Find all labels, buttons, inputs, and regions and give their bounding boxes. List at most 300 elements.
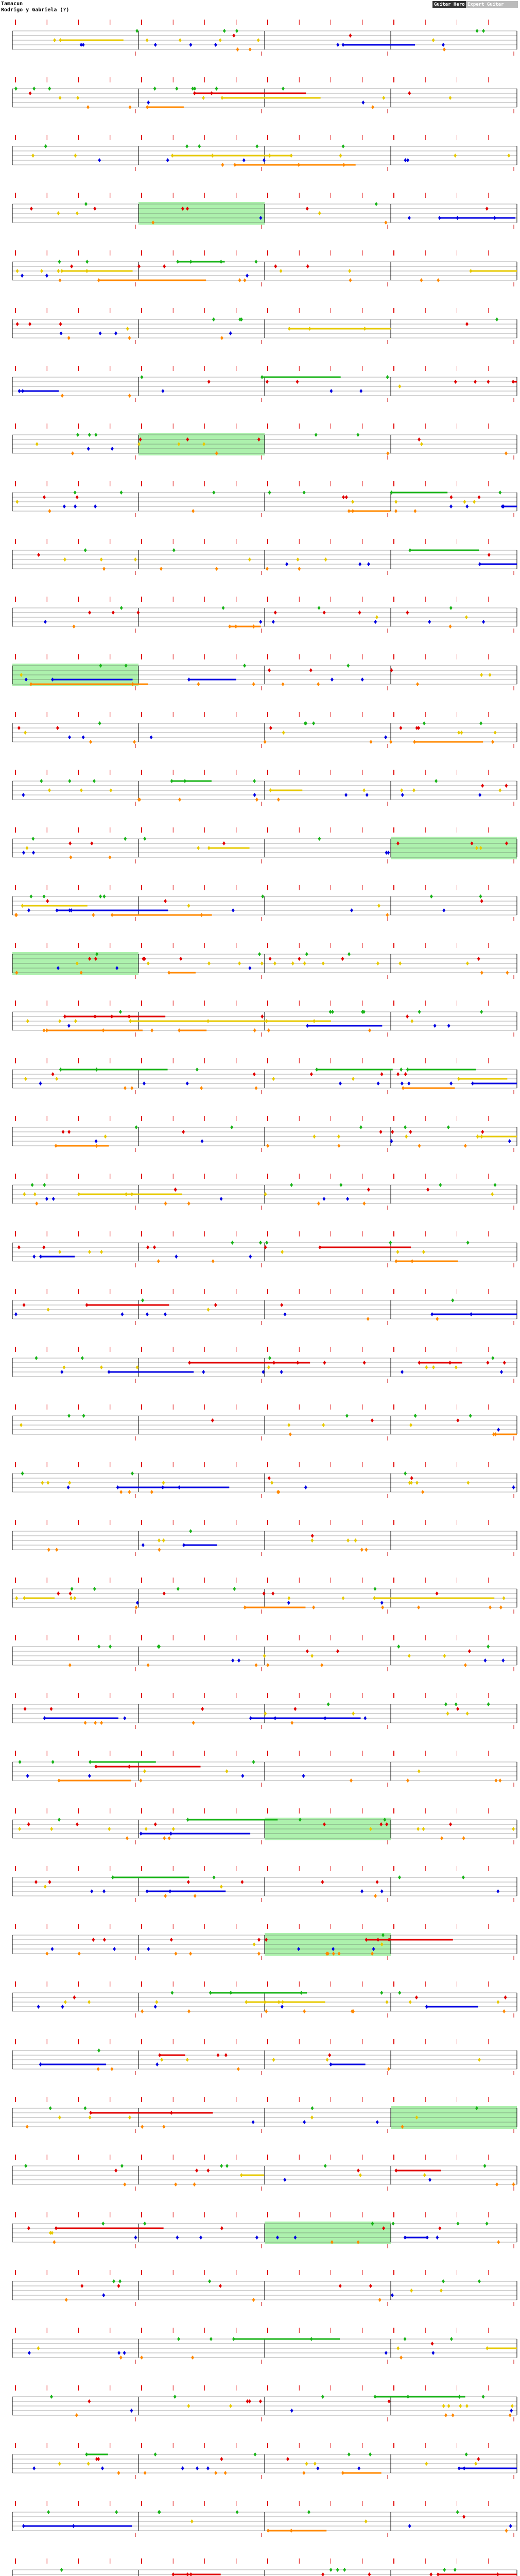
note-gem — [18, 1245, 21, 1249]
note-gem — [436, 2235, 439, 2240]
note-gem — [74, 1019, 77, 1023]
note-gem — [404, 1072, 407, 1076]
note-gem — [97, 2457, 100, 2461]
note-gem — [170, 2111, 173, 2115]
note-gem — [63, 504, 66, 509]
sustain-tail — [99, 280, 206, 281]
note-gem — [387, 851, 390, 855]
note-gem — [215, 567, 218, 571]
note-gem — [415, 726, 419, 730]
note-gem — [282, 87, 285, 91]
sustain-tail — [169, 972, 196, 974]
note-gem — [85, 260, 89, 264]
sustain-tail — [320, 1247, 411, 1248]
note-gem — [425, 2462, 428, 2466]
note-gem — [438, 2226, 441, 2230]
note-gem — [389, 1241, 392, 1245]
note-gem — [35, 1201, 38, 1206]
note-gem — [147, 100, 150, 105]
sustain-tail — [86, 2454, 108, 2455]
note-gem — [182, 1543, 185, 1547]
note-gem — [102, 1889, 106, 1893]
note-gem — [240, 2173, 243, 2177]
note-gem — [498, 1778, 501, 1783]
sustain-tail — [113, 1877, 189, 1878]
note-gem — [322, 1423, 325, 1427]
note-gem — [310, 1538, 314, 1543]
note-gem — [253, 793, 256, 797]
note-gem — [172, 548, 176, 552]
note-gem — [94, 1721, 97, 1725]
sustain-tail — [31, 684, 148, 685]
note-gem — [361, 677, 364, 682]
sustain-tail — [230, 626, 261, 628]
note-gem — [329, 2062, 332, 2066]
note-gem — [85, 2452, 88, 2456]
note-gem — [486, 2346, 489, 2350]
note-gem — [170, 779, 174, 783]
note-gem — [158, 2053, 161, 2057]
note-gem — [455, 1365, 458, 1369]
note-gem — [357, 2466, 360, 2470]
note-gem — [280, 1303, 283, 1307]
note-gem — [378, 2298, 382, 2302]
note-gem — [252, 2298, 255, 2302]
note-gem — [360, 1889, 363, 1893]
note-gem — [75, 2413, 78, 2417]
note-gem — [367, 1317, 370, 1321]
note-gem — [111, 1875, 114, 1879]
note-gem — [25, 846, 28, 850]
note-gem — [56, 908, 59, 912]
note-gem — [92, 1938, 95, 1942]
note-gem — [161, 389, 164, 393]
note-gem — [462, 1875, 465, 1879]
note-gem — [70, 264, 73, 268]
note-gem — [220, 1197, 223, 1201]
sustain-tail — [480, 564, 517, 565]
note-gem — [509, 2524, 512, 2528]
note-gem — [53, 38, 56, 42]
note-gem — [52, 1197, 55, 1201]
note-gem — [265, 1019, 268, 1023]
note-gem — [102, 894, 106, 899]
note-gem — [381, 1605, 384, 1609]
note-gem — [94, 504, 97, 509]
note-gem — [502, 1596, 506, 1600]
note-gem — [346, 1538, 350, 1543]
note-gem — [317, 682, 320, 686]
note-gem — [438, 216, 441, 220]
note-gem — [220, 2164, 223, 2168]
note-gem — [88, 1250, 91, 1254]
note-gem — [412, 788, 415, 792]
note-gem — [97, 278, 100, 282]
note-gem — [271, 1591, 274, 1596]
note-gem — [388, 2399, 391, 2403]
sustain-tail — [112, 914, 212, 916]
note-gem — [464, 1663, 467, 1667]
note-gem — [376, 961, 379, 965]
note-gem — [362, 788, 366, 792]
note-gem — [341, 2471, 344, 2475]
note-gem — [178, 1028, 181, 1032]
note-gem — [85, 269, 89, 273]
note-gem — [68, 779, 71, 783]
note-gem — [141, 1298, 144, 1302]
note-gem — [495, 2182, 498, 2187]
note-gem — [192, 1721, 195, 1725]
note-gem — [93, 1587, 96, 1591]
note-gem — [401, 1370, 404, 1374]
note-gem — [27, 2226, 30, 2230]
note-gem — [68, 735, 71, 739]
sustain-tail — [487, 2348, 517, 2349]
note-gem — [482, 29, 485, 33]
note-gem — [369, 2284, 372, 2288]
note-gem — [328, 2053, 331, 2057]
note-gem — [464, 1144, 467, 1148]
note-gem — [253, 1942, 256, 1946]
note-gem — [178, 798, 181, 802]
note-gem — [415, 1995, 418, 1999]
note-gem — [48, 509, 51, 513]
note-gem — [233, 1587, 236, 1591]
note-gem — [422, 1827, 425, 1831]
note-gem — [491, 1192, 494, 1196]
note-gem — [291, 961, 294, 965]
note-gem — [449, 606, 453, 610]
note-gem — [33, 1192, 37, 1196]
note-gem — [30, 207, 33, 211]
note-gem — [404, 1125, 407, 1129]
note-gem — [172, 1827, 175, 1831]
sustain-tail — [495, 1434, 517, 1435]
mode-sub-label: Expert Guitar — [466, 1, 518, 8]
note-gem — [255, 2235, 258, 2240]
note-gem — [303, 2009, 306, 2013]
sustain-tail — [209, 848, 250, 849]
note-gem — [102, 2293, 105, 2297]
sustain-tail — [222, 97, 320, 99]
note-gem — [458, 2466, 461, 2470]
sustain-tail — [235, 164, 356, 166]
note-gem — [423, 721, 426, 725]
note-gem — [401, 1081, 404, 1086]
note-gem — [312, 721, 315, 725]
note-gem — [503, 1361, 506, 1365]
note-gem — [261, 894, 264, 899]
note-gem — [321, 2395, 324, 2399]
note-gem — [43, 495, 46, 499]
note-gem — [80, 43, 83, 47]
note-gem — [396, 1072, 400, 1076]
note-gem — [326, 2058, 329, 2062]
sustain-tail — [45, 1718, 118, 1719]
note-gem — [32, 2466, 36, 2470]
sustain-tail — [184, 1545, 217, 1546]
note-gem — [246, 274, 249, 278]
note-gem — [174, 1952, 177, 1956]
note-gem — [164, 1312, 167, 1316]
note-gem — [434, 1024, 437, 1028]
note-gem — [125, 1192, 128, 1196]
note-gem — [83, 2106, 86, 2110]
note-gem — [74, 490, 77, 495]
note-gem — [70, 1596, 73, 1600]
note-gem — [302, 2471, 305, 2475]
note-gem — [480, 673, 483, 677]
note-gem — [112, 611, 115, 615]
note-gem — [398, 1875, 401, 1879]
note-gem — [447, 1024, 450, 1028]
note-gem — [259, 2399, 262, 2403]
note-gem — [117, 2351, 120, 2355]
note-gem — [170, 1991, 174, 1995]
note-gem — [248, 2399, 251, 2403]
note-gem — [220, 336, 223, 340]
note-gem — [384, 221, 387, 225]
note-gem — [405, 1134, 408, 1139]
sustain-tail — [251, 1718, 361, 1719]
note-gem — [207, 846, 211, 850]
note-gem — [192, 509, 195, 513]
note-gem — [14, 913, 18, 917]
note-gem — [211, 154, 214, 158]
note-gem — [235, 29, 238, 33]
note-gem — [414, 1414, 417, 1418]
note-gem — [195, 2168, 198, 2173]
note-gem — [94, 1765, 97, 1769]
song-artist: Rodrigo y Gabriela (?) — [1, 7, 70, 13]
note-gem — [494, 1183, 497, 1187]
note-gem — [359, 1125, 362, 1129]
note-gem — [399, 726, 402, 730]
note-gem — [21, 274, 24, 278]
note-gem — [67, 336, 71, 340]
note-gem — [191, 2355, 194, 2360]
note-gem — [480, 971, 483, 975]
note-gem — [108, 1827, 111, 1831]
note-gem — [89, 2111, 92, 2115]
note-gem — [305, 2462, 308, 2466]
sustain-tail — [41, 1256, 75, 1258]
note-gem — [76, 211, 79, 215]
note-gem — [313, 1134, 316, 1139]
note-gem — [168, 1836, 171, 1840]
note-gem — [380, 1601, 384, 1605]
note-gem — [37, 2005, 40, 2009]
note-gem — [343, 2568, 346, 2572]
note-gem — [87, 2462, 90, 2466]
note-gem — [58, 2462, 61, 2466]
note-gem — [141, 2009, 144, 2013]
note-gem — [303, 2120, 306, 2124]
note-gem — [202, 96, 205, 100]
note-gem — [440, 2289, 443, 2293]
note-gem — [74, 504, 77, 509]
note-gem — [252, 2120, 255, 2124]
sustain-tail — [414, 741, 483, 743]
note-gem — [443, 1654, 446, 1658]
note-gem — [24, 1707, 27, 1711]
note-gem — [352, 1077, 355, 1081]
note-gem — [124, 837, 127, 841]
note-gem — [67, 1414, 71, 1418]
sustain-tail — [245, 1607, 306, 1608]
note-gem — [330, 2568, 333, 2572]
note-gem — [320, 1663, 323, 1667]
note-gem — [130, 1192, 133, 1196]
note-gem — [230, 1125, 233, 1129]
note-gem — [309, 668, 313, 672]
note-gem — [146, 38, 149, 42]
note-gem — [228, 624, 231, 629]
sustain-tail — [65, 1016, 165, 1018]
note-gem — [421, 1490, 424, 1494]
note-gem — [42, 894, 45, 899]
note-gem — [418, 1010, 421, 1014]
note-gem — [369, 2452, 372, 2456]
note-gem — [42, 1028, 45, 1032]
note-gem — [44, 144, 47, 148]
sustain-tail — [173, 2574, 220, 2575]
note-gem — [222, 606, 225, 610]
note-gem — [167, 971, 170, 975]
note-gem — [236, 2510, 239, 2514]
sustain-tail — [419, 1362, 462, 1364]
note-gem — [394, 1259, 397, 1263]
note-gem — [253, 2452, 256, 2456]
note-gem — [428, 2178, 431, 2182]
note-gem — [290, 154, 293, 158]
note-gem — [196, 1067, 199, 1072]
sustain-tail — [59, 1780, 131, 1782]
note-gem — [231, 1658, 234, 1663]
note-gem — [249, 47, 252, 52]
note-gem — [249, 1716, 252, 1720]
note-gem — [380, 1889, 384, 1893]
note-gem — [504, 1995, 507, 1999]
note-gem — [499, 1605, 502, 1609]
note-gem — [14, 87, 18, 91]
note-gem — [288, 327, 291, 331]
note-gem — [463, 500, 466, 504]
note-gem — [155, 2062, 159, 2066]
note-gem — [374, 1894, 377, 1898]
note-gem — [80, 2284, 83, 2288]
note-gem — [23, 1192, 26, 1196]
note-gem — [98, 158, 101, 162]
note-gem — [207, 380, 211, 384]
note-gem — [193, 91, 196, 95]
note-gem — [379, 1130, 383, 1134]
note-gem — [18, 389, 21, 393]
note-gem — [193, 2182, 196, 2187]
note-gem — [229, 331, 232, 335]
note-gem — [28, 2351, 31, 2355]
note-gem — [55, 2226, 58, 2230]
sustain-tail — [241, 2175, 264, 2176]
note-gem — [71, 1587, 74, 1591]
note-gem — [68, 1663, 72, 1667]
note-gem — [49, 2106, 52, 2110]
note-gem — [72, 624, 75, 629]
note-gem — [110, 1014, 113, 1019]
note-gem — [92, 913, 95, 917]
note-gem — [55, 1548, 58, 1552]
note-gem — [406, 1014, 409, 1019]
note-gem — [257, 1952, 261, 1956]
note-gem — [214, 2471, 217, 2475]
note-gem — [84, 1721, 87, 1725]
note-gem — [456, 1707, 459, 1711]
note-gem — [36, 442, 39, 446]
note-gem — [42, 1245, 45, 1249]
note-gem — [199, 2235, 202, 2240]
note-gem — [59, 1067, 62, 1072]
note-gem — [158, 1538, 161, 1543]
note-gem — [242, 158, 246, 162]
note-gem — [348, 952, 351, 956]
note-gem — [386, 451, 389, 455]
note-gem — [101, 2466, 104, 2470]
note-gem — [26, 2125, 29, 2129]
note-gem — [146, 1889, 149, 1893]
note-gem — [283, 2178, 286, 2182]
sustain-tail — [172, 155, 292, 157]
note-gem — [442, 908, 445, 912]
note-gem — [50, 2231, 54, 2235]
note-gem — [346, 664, 350, 668]
note-gem — [310, 1654, 314, 1658]
note-gem — [154, 43, 157, 47]
note-gem — [48, 87, 51, 91]
note-gem — [283, 1312, 286, 1316]
note-gem — [32, 87, 36, 91]
note-gem — [422, 1250, 425, 1254]
note-gem — [143, 1081, 146, 1086]
note-gem — [402, 1086, 405, 1090]
note-gem — [385, 2351, 388, 2355]
note-gem — [267, 2529, 270, 2533]
note-gem — [293, 1707, 297, 1711]
note-gem — [280, 1370, 283, 1374]
note-gem — [481, 784, 484, 788]
note-gem — [244, 1605, 247, 1609]
note-gem — [409, 1423, 412, 1427]
sustain-tail — [172, 781, 212, 782]
note-gem — [382, 96, 385, 100]
note-gem — [150, 735, 153, 739]
note-gem — [23, 1303, 26, 1307]
note-gem — [18, 726, 21, 730]
note-gem — [22, 851, 25, 855]
note-gem — [404, 1471, 407, 1476]
note-gem — [43, 1716, 46, 1720]
note-gem — [15, 1596, 18, 1600]
note-gem — [222, 841, 226, 845]
note-gem — [408, 1654, 411, 1658]
note-gem — [259, 1241, 262, 1245]
note-gem — [449, 495, 453, 499]
note-gem — [289, 1432, 292, 1436]
note-gem — [77, 1192, 80, 1196]
note-gem — [158, 2510, 161, 2514]
note-gem — [186, 1081, 189, 1086]
note-gem — [510, 2409, 513, 2413]
note-gem — [51, 1760, 55, 1764]
